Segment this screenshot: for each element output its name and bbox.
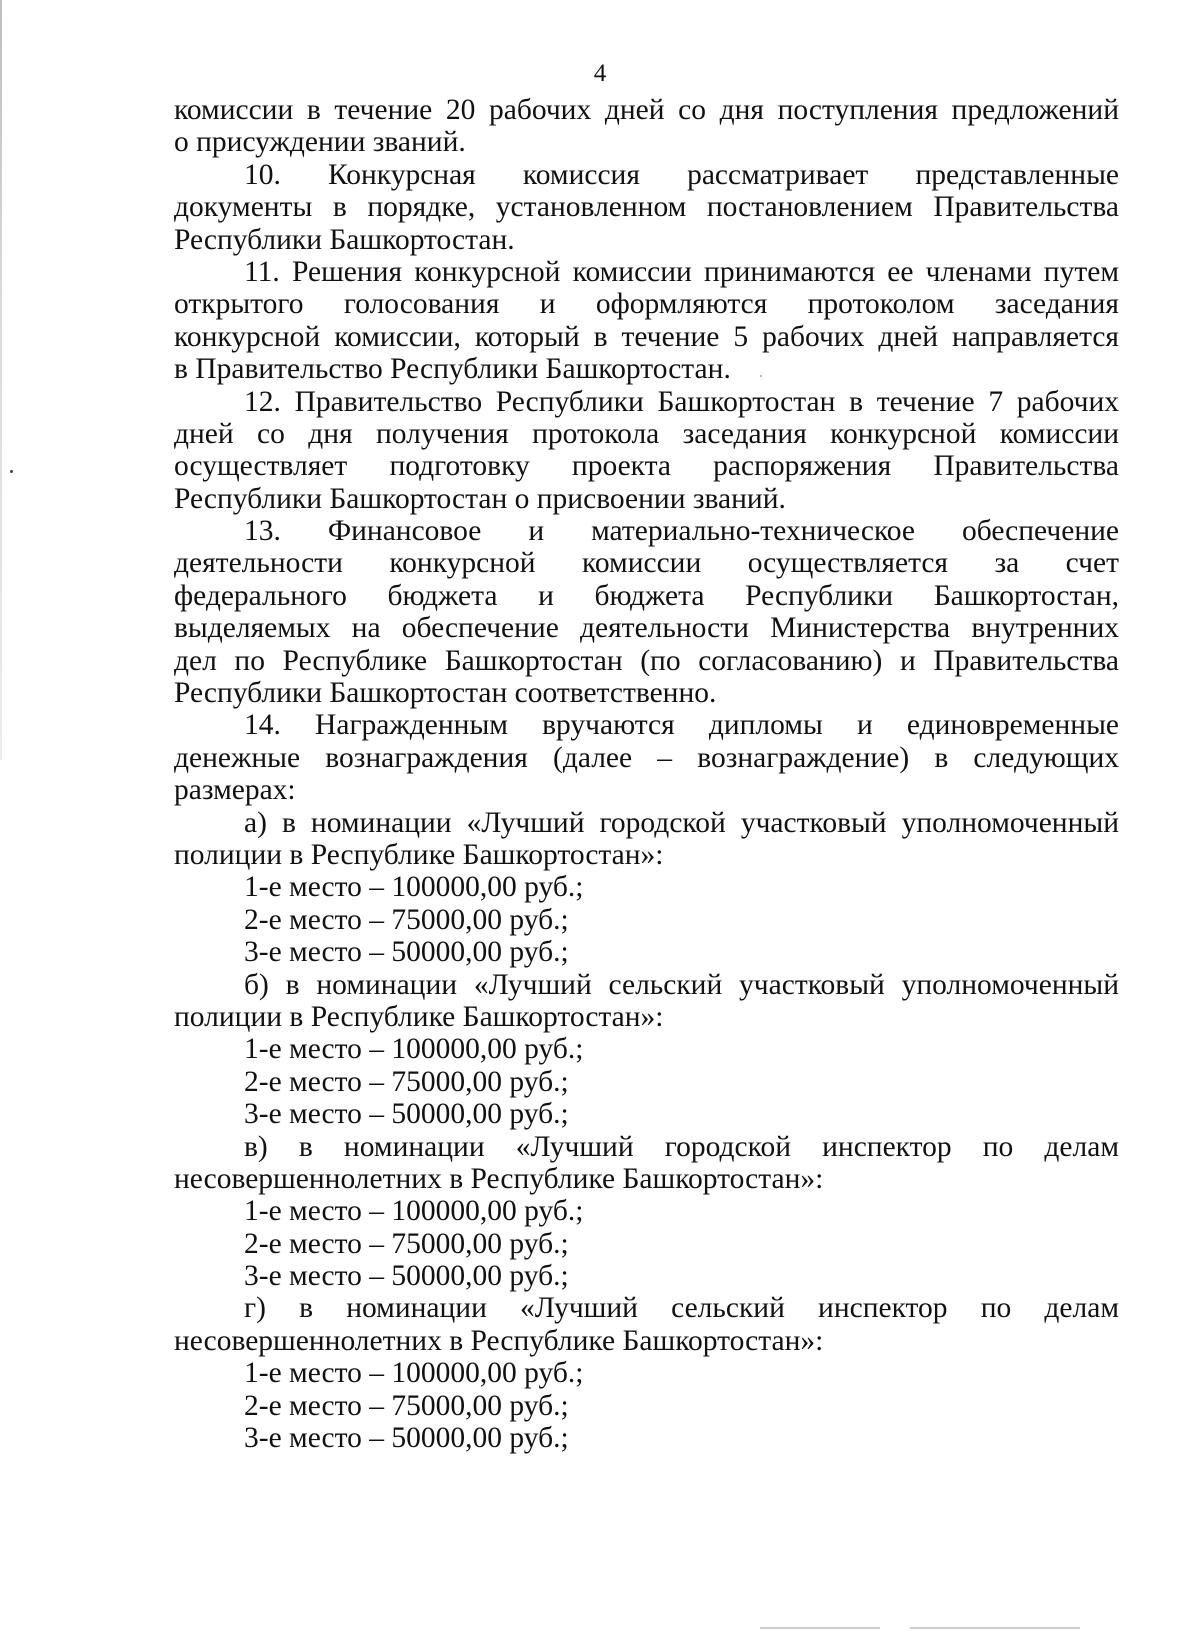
scan-edge-mark <box>0 0 2 760</box>
text-line: несовершеннолетних в Республике Башкортостан»: <box>174 1162 824 1195</box>
text-line: в Правительство Республики Башкортостан. <box>174 353 731 386</box>
text-line: дел по Республике Башкортостан (по согласованию) и Правительства <box>174 644 1119 677</box>
text-line: размерах: <box>174 774 296 807</box>
text-line: 12. Правительство Республики Башкортостан в течение 7 рабочих <box>244 385 1119 418</box>
text-line: 1-е место – 100000,00 руб.; <box>244 1033 584 1066</box>
text-line: 3-е место – 50000,00 руб.; <box>244 1260 569 1293</box>
text-line: несовершеннолетних в Республике Башкортостан»: <box>174 1324 824 1357</box>
text-line: полиции в Республике Башкортостан»: <box>174 838 664 871</box>
text-line: в) в номинации «Лучший городской инспектор по делам <box>244 1130 1119 1163</box>
text-line: 2-е место – 75000,00 руб.; <box>244 1227 569 1260</box>
text-line: 3-е место – 50000,00 руб.; <box>244 1422 569 1455</box>
text-line: б) в номинации «Лучший сельский участковый уполномоченный <box>244 968 1119 1001</box>
text-line: дней со дня получения протокола заседания конкурсной комиссии <box>174 417 1119 450</box>
page-number: 4 <box>593 60 607 87</box>
text-line: 10. Конкурсная комиссия рассматривает представленные <box>244 158 1119 191</box>
text-line: 11. Решения конкурсной комиссии принимаются ее членами путем <box>244 255 1119 288</box>
scan-footer-noise <box>910 1627 1080 1629</box>
text-line: конкурсной комиссии, который в течение 5 рабочих дней направляется <box>174 320 1119 353</box>
text-line: 1-е место – 100000,00 руб.; <box>244 871 584 904</box>
text-line: 3-е место – 50000,00 руб.; <box>244 936 569 969</box>
text-line: 2-е место – 75000,00 руб.; <box>244 903 569 936</box>
text-line: 13. Финансовое и материально-техническое обеспечение <box>244 515 1119 548</box>
text-line: осуществляет подготовку проекта распоряжения Правительства <box>174 450 1119 483</box>
text-line: 1-е место – 100000,00 руб.; <box>244 1357 584 1390</box>
text-line: денежные вознаграждения (далее – вознаграждение) в следующих <box>174 741 1119 774</box>
text-line: открытого голосования и оформляются протоколом заседания <box>174 288 1119 321</box>
scan-footer-noise <box>760 1627 880 1629</box>
text-line: 14. Награжденным вручаются дипломы и единовременные <box>244 709 1119 742</box>
text-line: Республики Башкортостан соответственно. <box>174 677 717 710</box>
text-line: Республики Башкортостан о присвоении званий. <box>174 482 786 515</box>
text-line: полиции в Республике Башкортостан»: <box>174 1000 664 1033</box>
text-line: выделяемых на обеспечение деятельности Министерства внутренних <box>174 612 1119 645</box>
text-line: о присуждении званий. <box>174 126 466 159</box>
text-line: Республики Башкортостан. <box>174 223 515 256</box>
text-line: 2-е место – 75000,00 руб.; <box>244 1389 569 1422</box>
document-body <box>174 94 1119 1454</box>
text-line: 1-е место – 100000,00 руб.; <box>244 1195 584 1228</box>
text-line: федерального бюджета и бюджета Республики Башкортостан, <box>174 579 1119 612</box>
text-line: 3-е место – 50000,00 руб.; <box>244 1098 569 1131</box>
text-line: деятельности конкурсной комиссии осуществляется за счет <box>174 547 1119 580</box>
text-line: документы в порядке, установленном постановлением Правительства <box>174 191 1119 224</box>
text-line: 2-е место – 75000,00 руб.; <box>244 1065 569 1098</box>
text-line: комиссии в течение 20 рабочих дней со дня поступления предложений <box>174 94 1119 126</box>
text-line: а) в номинации «Лучший городской участковый уполномоченный <box>244 806 1119 839</box>
text-line: г) в номинации «Лучший сельский инспектор по делам <box>244 1292 1119 1325</box>
scan-speck <box>10 470 13 473</box>
